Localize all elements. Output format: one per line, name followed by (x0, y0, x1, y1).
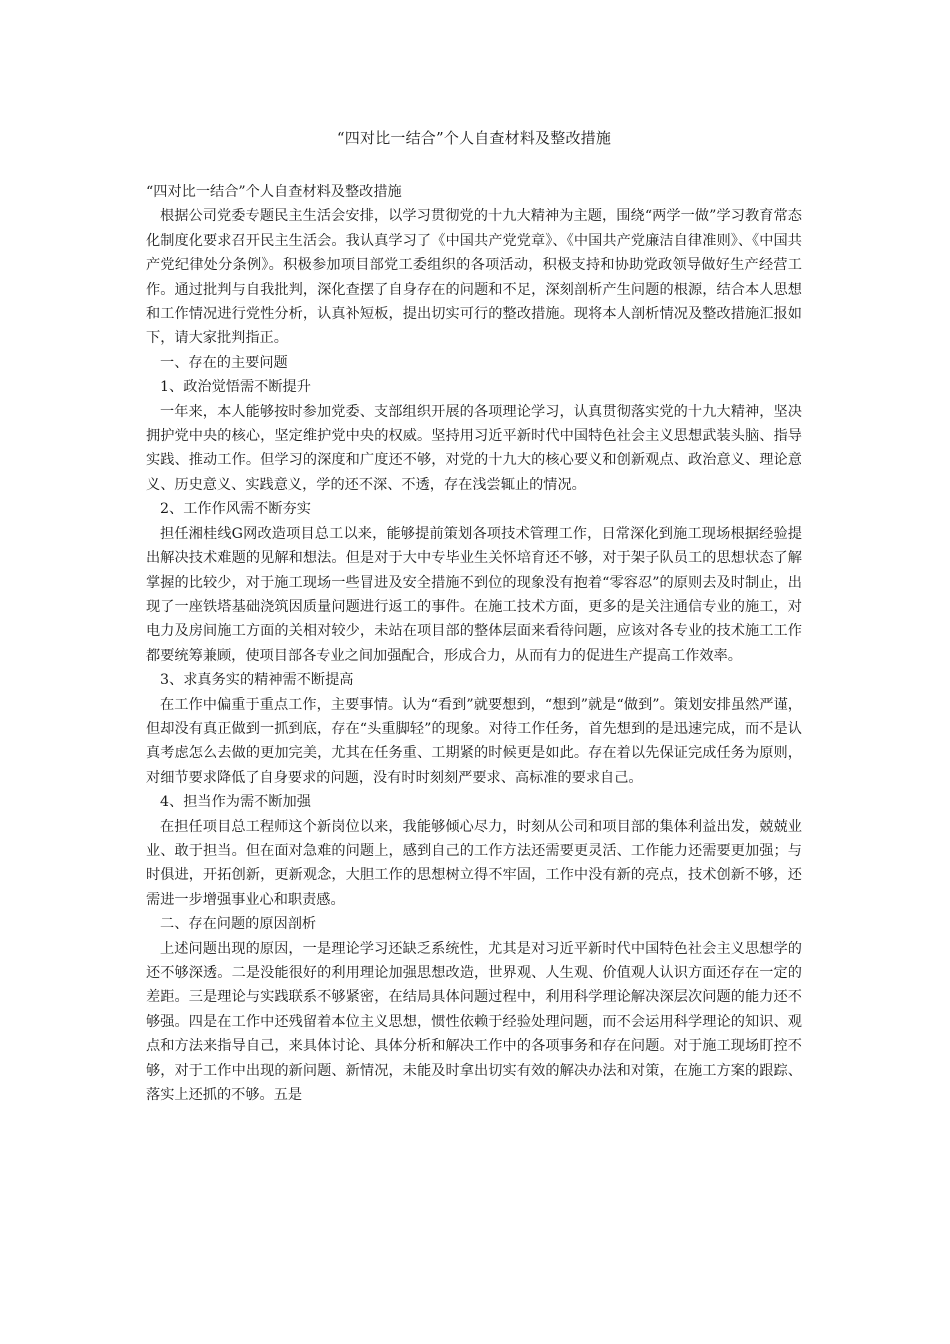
item3-paragraph: 在工作中偏重于重点工作，主要事情。认为“看到”就要想到，“想到”就是“做到”。策划安排虽然严谨，但却没有真正做到一抓到底，存在“头重脚轻”的现象。对待工作任务，首先想到的是迅速完成，而不是认真考虑怎么去做的更加完美，尤其在任务重、工期紧的时候更是如此。存在着以先保证完成任务为原则，对细节要求降低了自身要求的问题，没有时时刻刻严要求、高标准的要求自己。 (146, 696, 802, 786)
section2-paragraph: 上述问题出现的原因，一是理论学习还缺乏系统性，尤其是对习近平新时代中国特色社会主义思想学的还不够深透。二是没能很好的利用理论加强思想改造，世界观、人生观、价值观人认识方面还存在一定的差距。三是理论与实践联系不够紧密，在结局具体问题过程中，利用科学理论解决深层次问题的能力还不够强。四是在工作中还残留着本位主义思想，惯性依赖于经验处理问题，而不会运用科学理论的知识、观点和方法来指导自己，来具体讨论、具体分析和解决工作中的各项事务和存在问题。对于施工现场盯控不够，对于工作中出现的新问题、新情况，未能及时拿出切实有效的解决办法和对策，在施工方案的跟踪、落实上还抓的不够。五是 (146, 940, 802, 1104)
document-subtitle: “四对比一结合”个人自查材料及整改措施 (146, 184, 402, 200)
item1-heading: 1、政治觉悟需不断提升 (160, 379, 311, 396)
item2-heading: 2、工作作风需不断夯实 (160, 501, 311, 518)
item4-paragraph: 在担任项目总工程师这个新岗位以来，我能够倾心尽力，时刻从公司和项目部的集体利益出发，兢兢业业、敢于担当。但在面对急难的问题上，感到自己的工作方法还需要更灵活、工作能力还需要更加强；与时俱进，开拓创新，更新观念，大胆工作的思想树立得不牢固，工作中没有新的亮点，技术创新不够，还需进一步增强事业心和职责感。 (146, 818, 802, 908)
item4-heading: 4、担当作为需不断加强 (160, 794, 311, 811)
item2-paragraph: 担任湘桂线G网改造项目总工以来，能够提前策划各项技术管理工作，日常深化到施工现场根据经验提出解决技术难题的见解和想法。但是对于大中专毕业生关怀培育还不够，对于架子队员工的思想状态了解掌握的比较少，对于施工现场一些冒进及安全措施不到位的现象没有抱着“零容忍”的原则去及时制止，出现了一座铁塔基础浇筑因质量问题进行返工的事件。在施工技术方面，更多的是关注通信专业的施工，对电力及房间施工方面的关相对较少，未站在项目部的整体层面来看待问题，应该对各专业的技术施工工作都要统筹兼顾，使项目部各专业之间加强配合，形成合力，从而有力的促进生产提高工作效率。 (146, 525, 802, 664)
item1-paragraph: 一年来，本人能够按时参加党委、支部组织开展的各项理论学习，认真贯彻落实党的十九大精神，坚决拥护党中央的核心，坚定维护党中央的权威。坚持用习近平新时代中国特色社会主义思想武装头脑、指导实践、推动工作。但学习的深度和广度还不够，对党的十九大的核心要义和创新观点、政治意义、理论意义、历史意义、实践意义，学的还不深、不透，存在浅尝辄止的情况。 (146, 403, 802, 493)
intro-paragraph: 根据公司党委专题民主生活会安排，以学习贯彻党的十九大精神为主题，围绕“两学一做”学习教育常态化制度化要求召开民主生活会。我认真学习了《中国共产党党章》、《中国共产党廉洁自律准则》、《中国共产党纪律处分条例》。积极参加项目部党工委组织的各项活动，积极支持和协助党政领导做好生产经营工作。通过批判与自我批判，深化查摆了自身存在的问题和不足，深刻剖析产生问题的根源，结合本人思想和工作情况进行党性分析，认真补短板，提出切实可行的整改措施。现将本人剖析情况及整改措施汇报如下，请大家批判指正。 (146, 208, 802, 347)
document-body (146, 180, 802, 1107)
section2-heading: 二、存在问题的原因剖析 (160, 916, 317, 933)
document-page (146, 118, 802, 1107)
item3-heading: 3、求真务实的精神需不断提高 (160, 672, 354, 689)
document-title: “四对比一结合”个人自查材料及整改措施 (336, 129, 612, 147)
section1-heading: 一、存在的主要问题 (160, 354, 288, 371)
